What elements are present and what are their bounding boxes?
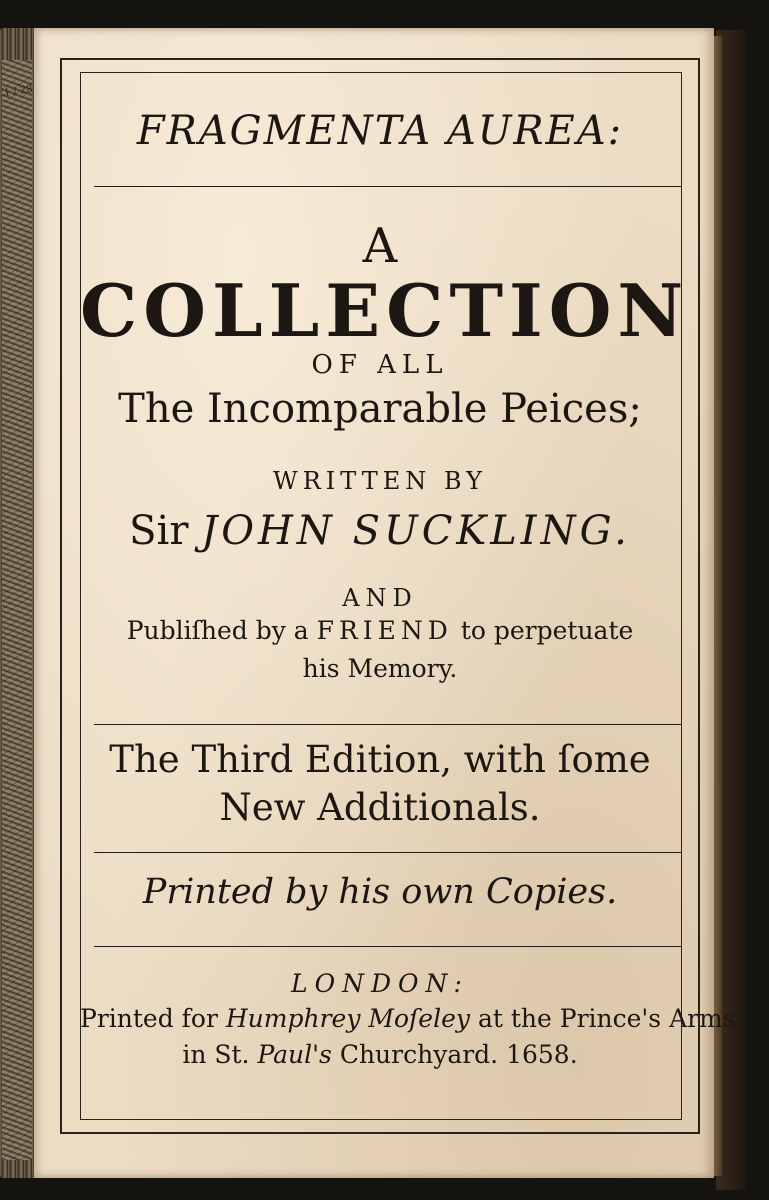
imprint-printed-for: Printed for bbox=[80, 1004, 218, 1033]
of-all-line: OF ALL bbox=[311, 350, 449, 380]
author-name: JOHN SUCKLING. bbox=[201, 508, 631, 554]
printed-by-line: Printed by his own Copies. bbox=[142, 872, 618, 912]
marginalia-note: 1 / 28 bbox=[3, 84, 34, 99]
imprint-in-st: in St. bbox=[182, 1040, 250, 1069]
main-title: FRAGMENTA AUREA: bbox=[136, 108, 624, 154]
edition-line-1: The Third Edition, with ſome bbox=[109, 738, 651, 781]
and-line: AND bbox=[342, 584, 418, 612]
published-text-c: to perpetuate bbox=[460, 616, 634, 645]
publisher-name: Humphrey Moſeley bbox=[225, 1004, 471, 1033]
rule-under-title bbox=[94, 186, 682, 187]
rule-below-edition bbox=[94, 852, 682, 853]
imprint-location-line bbox=[80, 1040, 680, 1069]
friend-word: FRIEND bbox=[316, 616, 453, 645]
collection-heading: COLLECTION bbox=[80, 268, 690, 353]
written-by-line: WRITTEN BY bbox=[273, 467, 487, 495]
memory-line: his Memory. bbox=[302, 654, 458, 683]
frontispiece-engraving-strip bbox=[2, 60, 32, 1160]
article-a: A bbox=[362, 218, 398, 274]
imprint-city: LONDON: bbox=[291, 969, 469, 998]
rule-above-edition bbox=[94, 724, 682, 725]
imprint-churchyard-year: Churchyard. 1658. bbox=[339, 1040, 578, 1069]
imprint-address: at the Prince's Arms bbox=[477, 1004, 736, 1033]
rule-above-imprint bbox=[94, 946, 682, 947]
imprint-pauls: Paul's bbox=[257, 1040, 332, 1069]
author-prefix: Sir bbox=[129, 508, 189, 554]
imprint-printer-line bbox=[80, 1004, 736, 1033]
published-text-a: Publiſhed by a bbox=[126, 616, 309, 645]
published-line bbox=[80, 616, 680, 645]
author-line bbox=[80, 508, 680, 554]
edition-line-2: New Additionals. bbox=[219, 786, 541, 829]
subtitle-line: The Incomparable Peices; bbox=[118, 386, 642, 432]
